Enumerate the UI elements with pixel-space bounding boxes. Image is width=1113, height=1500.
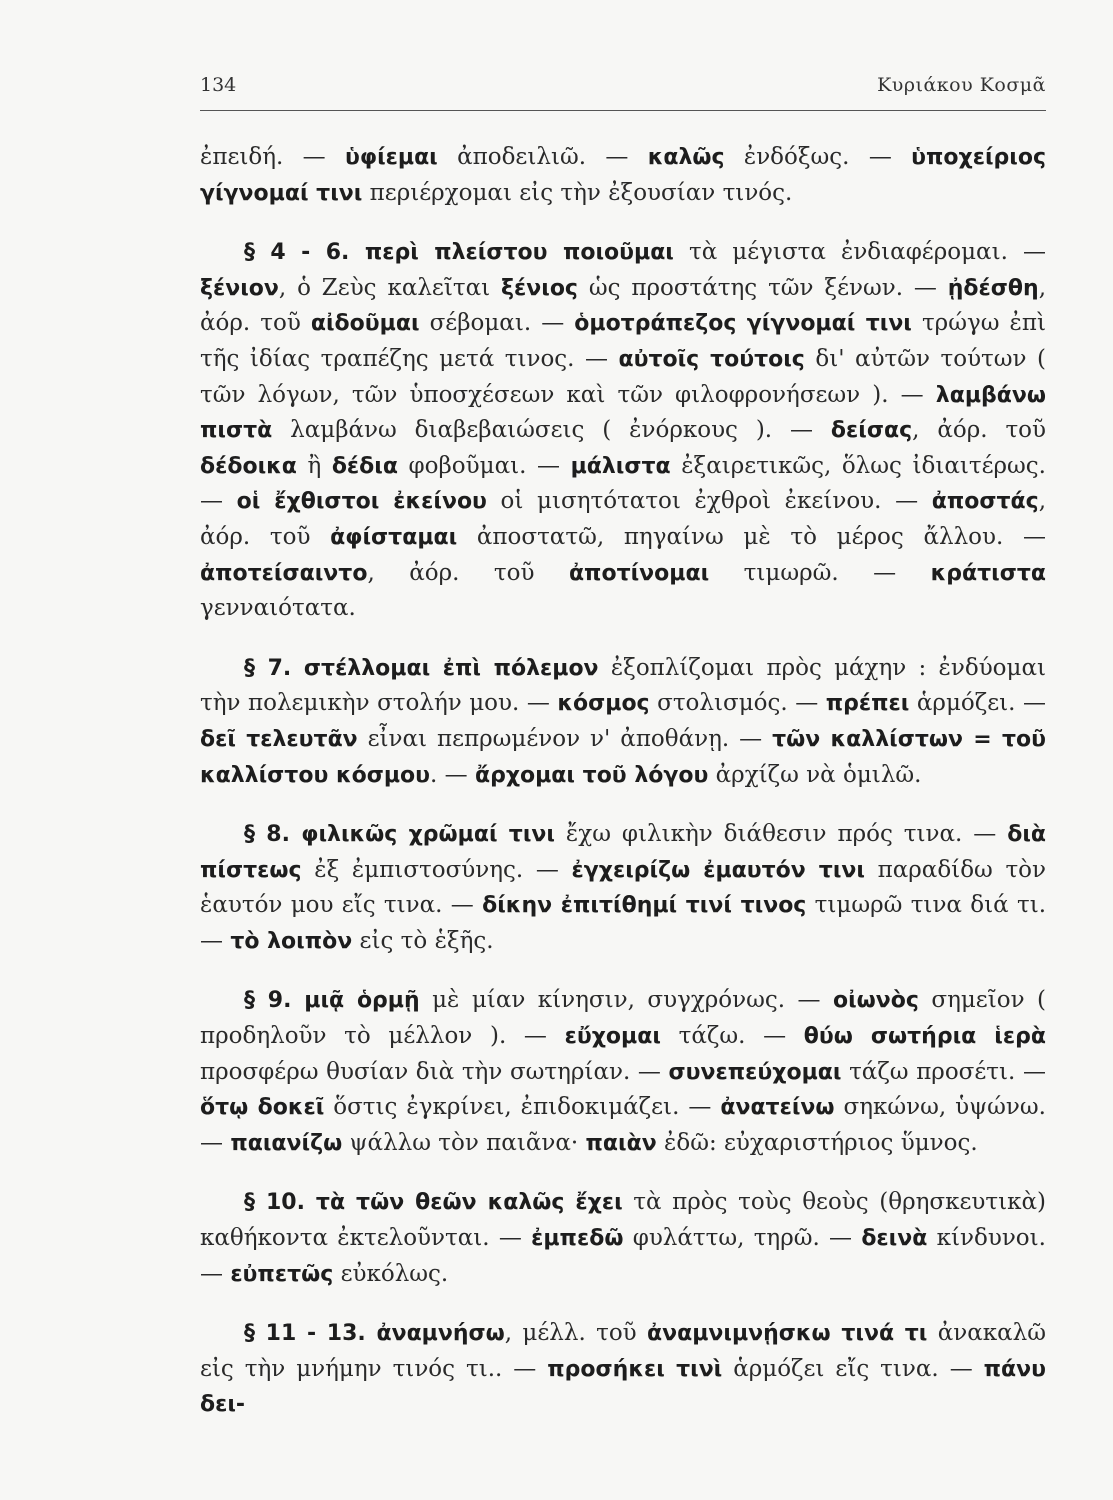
headword: κόσμος (557, 691, 650, 717)
headword: § 10. (244, 1190, 316, 1216)
gloss-text: ἁρμόζει. — (909, 690, 1046, 717)
headword: οἰωνὸς (832, 988, 919, 1014)
gloss-text: εἰς τὸ ἑξῆς. (352, 927, 494, 954)
headword: στέλλομαι ἐπὶ πόλεμον (303, 655, 599, 681)
gloss-text: φυλάττω, τηρῶ. — (623, 1225, 862, 1252)
gloss-text: εἶναι πεπρωμένον ν' ἀποθάνῃ. — (357, 725, 773, 752)
paragraph (200, 140, 1046, 211)
headword: οἱ ἔχθιστοι ἐκείνου (236, 489, 487, 515)
gloss-text: τιμωρῶ τινα διά τι. — (200, 892, 1047, 954)
headword: ᾐδέσθη (947, 275, 1039, 301)
gloss-text: τὰ μέγιστα ἐνδιαφέρομαι. — (673, 239, 1046, 266)
paragraph (200, 1185, 1046, 1292)
headword: ὑφίεμαι (345, 145, 438, 170)
headword: διὰ πίστεως (200, 822, 1047, 883)
gloss-text: ὡς προστάτης τῶν ξένων. — (577, 274, 948, 301)
gloss-text: ἐνδόξως. — (724, 144, 912, 170)
gloss-text: ἀνακαλῶ εἰς τὴν μνήμην τινός τι.. — (200, 1320, 1046, 1382)
glossary-text (200, 140, 1046, 1423)
headword: § 8. (244, 822, 302, 848)
page-number: 134 (200, 74, 237, 96)
headword: φιλικῶς χρῶμαί τινι (301, 822, 555, 848)
headword: μιᾷ ὁρμῇ (304, 988, 420, 1014)
headword: εὐπετῶς (230, 1261, 334, 1287)
gloss-text: , ἀόρ. τοῦ (912, 417, 1047, 444)
headword: περὶ πλείστου ποιοῦμαι (364, 240, 674, 266)
headword: θύω σωτήρια ἱερὰ (803, 1024, 1046, 1050)
headword: δέδια (331, 453, 398, 479)
gloss-text: γενναιότατα. (200, 595, 356, 622)
headword: τῶν καλλίστων = τοῦ καλλίστου κόσμου (200, 726, 1046, 788)
headword: ἐμπεδῶ (531, 1226, 624, 1252)
gloss-text: οἱ μισητότατοι ἐχθροὶ ἐκείνου. — (486, 488, 932, 515)
headword: τὸ λοιπὸν (230, 928, 353, 954)
gloss-text: δι' αὐτῶν τούτων ( τῶν λόγων, τῶν ὑποσχέσεων καὶ τῶν φιλοφρονήσεων ). — (200, 345, 1046, 408)
gloss-text: τιμωρῶ. — (709, 559, 931, 586)
gloss-text: ἢ (296, 452, 332, 479)
running-title: Κυριάκου Κοσμᾶ (877, 74, 1046, 96)
headword: μάλιστα (570, 453, 671, 479)
gloss-text: στολισμός. — (649, 690, 826, 717)
gloss-text: τρώγω ἐπὶ τῆς ἰδίας τραπέζης μετά τινος. — (200, 310, 1046, 372)
gloss-text: προσφέρω θυσίαν διὰ τὴν σωτηρίαν. — (200, 1058, 669, 1085)
gloss-text: , ἀόρ. τοῦ (367, 559, 569, 586)
gloss-text: παραδίδω τὸν ἑαυτόν μου εἴς τινα. — (200, 856, 1047, 919)
gloss-text: ἀρχίζω νὰ ὁμιλῶ. (708, 761, 922, 788)
gloss-text: τάζω προσέτι. — (841, 1058, 1046, 1085)
headword: ἀναμνήσω (376, 1321, 505, 1347)
gloss-text: σηκώνω, ὑψώνω. — (200, 1094, 1046, 1156)
gloss-text: ἀποστατῶ, πηγαίνω μὲ τὸ μέρος ἄλλου. — (457, 523, 1046, 550)
headword: ξένιον (200, 275, 279, 301)
gloss-text: μὲ μίαν κίνησιν, συγχρόνως. — (419, 987, 833, 1014)
gloss-text: τὰ πρὸς τοὺς θεοὺς (θρησκευτικὰ) καθήκοντα ἐκτελοῦνται. — (200, 1189, 1046, 1252)
gloss-text: , ἀόρ. τοῦ (200, 274, 1047, 337)
headword: αὐτοῖς τούτοις (618, 346, 805, 372)
paragraph (200, 235, 1046, 627)
gloss-text: σημεῖον ( προδηλοῦν τὸ μέλλον ). — (200, 987, 1046, 1050)
gloss-text: εὐκόλως. (333, 1260, 449, 1287)
gloss-text: ἐπειδή. — (200, 144, 345, 170)
headword: κράτιστα (930, 560, 1046, 586)
gloss-text: ἀποδειλιῶ. — (437, 144, 648, 170)
headword: ἀποτείσαιντο (200, 560, 368, 586)
headword: λαμβάνω πιστὰ (200, 382, 1046, 444)
paragraph (200, 651, 1046, 793)
gloss-text: ὅστις ἐγκρίνει, ἐπιδοκιμάζει. — (324, 1094, 721, 1121)
headword: § 11 - 13. (244, 1321, 377, 1347)
gloss-text: περιέρχομαι εἰς τὴν ἐξουσίαν τινός. (362, 179, 793, 206)
headword: § 7. (244, 655, 304, 681)
headword: προσήκει τινὶ (547, 1356, 723, 1382)
headword: δίκην ἐπιτίθημί τινί τινος (482, 893, 807, 919)
headword: ἀποτίνομαι (568, 560, 710, 586)
headword: πάνυ δει- (200, 1356, 1047, 1418)
gloss-text: τάζω. — (660, 1023, 804, 1050)
gloss-text: κίνδυνοι. — (200, 1225, 1046, 1287)
gloss-text: ἐξαιρετικῶς, ὅλως ἰδιαιτέρως. — (200, 452, 1046, 515)
paragraph (200, 817, 1046, 959)
headword: ἀναμνιμνῄσκω τινά τι (646, 1321, 928, 1347)
headword: συνεπεύχομαι (668, 1059, 842, 1085)
gloss-text: , μέλλ. τοῦ (504, 1320, 647, 1347)
headword: ὁμοτράπεζος γίγνομαί τινι (574, 311, 912, 337)
headword: τὰ τῶν θεῶν καλῶς ἔχει (315, 1190, 623, 1216)
gloss-text: , ἀόρ. τοῦ (200, 488, 1046, 550)
gloss-text: ψάλλω τὸν παιᾶνα· (342, 1129, 586, 1156)
headword: εὔχομαι (564, 1024, 661, 1050)
paragraph (200, 1316, 1046, 1423)
headword: ὑποχείριος γίγνομαί τινι (200, 145, 1047, 206)
gloss-text: . — (430, 761, 475, 788)
headword: ὅτῳ δοκεῖ (200, 1095, 325, 1121)
headword: § 9. (244, 988, 305, 1014)
headword: ἄρχομαι τοῦ λόγου (474, 762, 709, 788)
gloss-text: ἔχω φιλικὴν διάθεσιν πρός τινα. — (554, 821, 1008, 848)
gloss-text: ἐξοπλίζομαι πρὸς μάχην : ἐνδύομαι τὴν πολεμικὴν στολήν μου. — (200, 654, 1047, 717)
header-rule (200, 110, 1046, 111)
headword: παιανίζω (230, 1130, 343, 1156)
running-header (200, 74, 1046, 108)
headword: ξένιος (501, 275, 578, 301)
headword: παιὰν (585, 1130, 657, 1156)
headword: ἀνατείνω (720, 1095, 835, 1121)
gloss-text: ἁρμόζει εἴς τινα. — (722, 1355, 984, 1382)
headword: δεινὰ (861, 1226, 928, 1252)
gloss-text: ἐξ ἐμπιστοσύνης. — (301, 856, 572, 883)
gloss-text: , ὁ Ζεὺς καλεῖται (278, 274, 502, 301)
paragraph (200, 983, 1046, 1161)
headword: δέδοικα (200, 453, 297, 479)
headword: ἐγχειρίζω ἐμαυτόν τινι (571, 857, 865, 883)
headword: δείσας (830, 418, 913, 444)
headword: § 4 - 6. (244, 240, 365, 266)
gloss-text: λαμβάνω διαβεβαιώσεις ( ἐνόρκους ). — (272, 417, 831, 444)
headword: δεῖ τελευτᾶν (200, 726, 358, 752)
gloss-text: φοβοῦμαι. — (397, 452, 571, 479)
headword: αἰδοῦμαι (310, 311, 420, 337)
headword: καλῶς (647, 145, 725, 170)
gloss-text: ἐδῶ: εὐχαριστήριος ὕμνος. (656, 1129, 978, 1156)
headword: ἀφίσταμαι (330, 524, 458, 550)
gloss-text: σέβομαι. — (419, 310, 575, 337)
headword: ἀποστάς (931, 489, 1039, 515)
headword: πρέπει (825, 691, 910, 717)
